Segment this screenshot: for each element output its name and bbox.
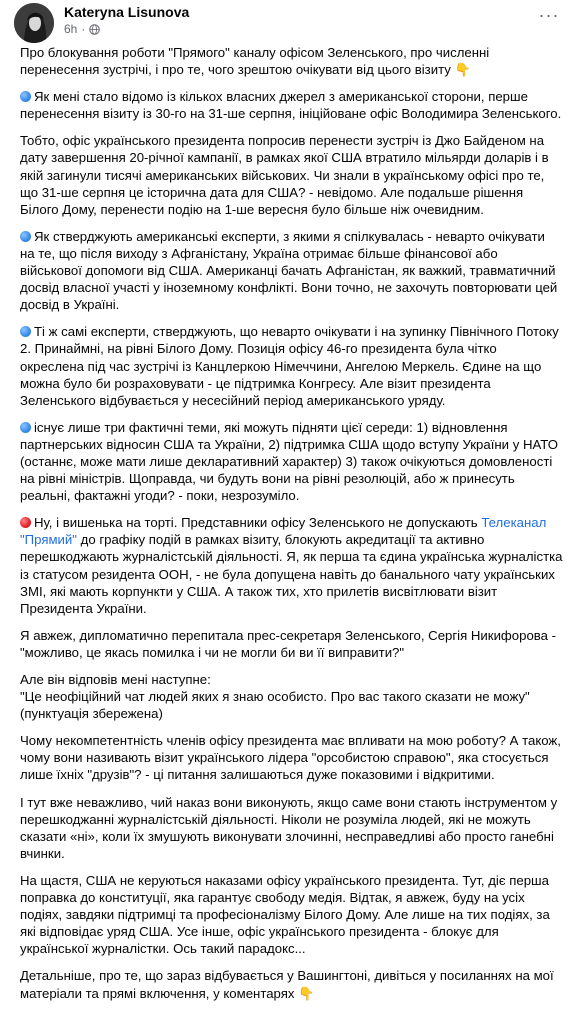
quote-note: (пунктуація збережена) [20, 706, 163, 722]
backhand-index-pointing-down-emoji-icon: 👇 [454, 62, 471, 78]
post-timestamp[interactable]: 6h [64, 22, 78, 36]
post-header [14, 0, 565, 40]
quote-text: "Це неофіційний чат людей яких я знаю особисто. Про вас такого сказати не можу" [20, 689, 530, 705]
blue-circle-emoji-icon [20, 231, 31, 242]
paragraph-intro [20, 44, 563, 78]
more-options-icon[interactable]: ··· [538, 5, 560, 25]
paragraph-text: Ті ж самі експерти, стверджують, що неварто очікувати і на зупинку Північного Потоку 2. Принаймні, на рівні Білого Дому. Позиція офісу 46-го президента була чітко окреслена під час зустрічі із Канцлеркою Німеччини, Ангелою Меркель. Єдине на що можна було би розраховувати - це підтримка Конгресу. Але візит президента Зеленського відбувається у несесійний період американського уряду. [20, 324, 559, 408]
paragraph-experts-afghanistan [20, 228, 563, 313]
blue-circle-emoji-icon [20, 326, 31, 337]
avatar-photo-icon [14, 3, 54, 43]
paragraph-accreditation-block [20, 514, 563, 617]
paragraph-text: до графіку подій в рамках візиту, блокують акредитації та активно перешкоджають журналістській діяльності. Я, як перша та єдина українська журналістка із статусом резидента ООН, - не була допущена навіть до банального чату українських ЗМІ, які мають корпункти у США. А також тих, хто прилетів висвітлювати візит Президента України. [20, 532, 563, 616]
paragraph-instrument: І тут вже неважливо, чий наказ вони виконують, якщо саме вони стають інструментом у перешкоджанні журналістській діяльності. Ніколи не розуміла людей, які не можуть сказати «ні», коли їх змушують виконувати злочинні, несправедливі або просто ганебні вчинки. [20, 794, 558, 861]
red-circle-emoji-icon [20, 517, 31, 528]
paragraph-text: Про блокування роботи "Прямого" каналу офісом Зеленського, про численні перенесення зустрічі, і про те, чого зрештою очікувати від цього візиту [20, 45, 490, 78]
post-meta: 6h · [64, 22, 100, 36]
paragraph-first-postponement [20, 88, 563, 122]
avatar[interactable] [14, 3, 54, 43]
paragraph-three-topics [20, 419, 563, 504]
paragraph-biden-date: Тобто, офіс українського президента попросив перенести зустріч із Джо Байденом на дату завершення 20-річної кампанії, в рамках якої США втратило мільярди доларів і в якій загинули тисячі американських військових. Чи знали в українському офісі про те, що 31-ше серпня це історична дата для США? - невідомо. Але подальше рішення Білого Дому, перенести подію на 1-ше вересня було більше ніж очевидним. [20, 133, 549, 217]
globe-icon[interactable] [89, 24, 100, 35]
paragraph-text: Як мені стало відомо із кількох власних джерел з американської сторони, перше перенесення візиту із 30-го на 31-ше серпня, ініційоване офіс Володимира Зеленського. [20, 89, 562, 122]
paragraph-details [20, 967, 563, 1001]
author-name[interactable]: Kateryna Lisunova [64, 4, 190, 20]
post-body [20, 44, 563, 1012]
paragraph-first-amendment: На щастя, США не керуються наказами офісу українського президента. Тут, діє перша поправка до конституції, яка гарантує свободу медія. Відтак, я авжеж, буду на усіх подіях, завдяки підтримці та професіоналізму Білого Дому. Але лише на тих подіях, за які відповідає уряд США. Усе інше, офіс українського президента - блокує для української журналістки. Ось такий парадокс... [20, 872, 550, 957]
quote-intro: Але він відповів мені наступне: [20, 672, 211, 687]
paragraph-reply-quote [20, 671, 563, 722]
blue-circle-emoji-icon [20, 422, 31, 433]
paragraph-press-secretary: Я авжеж, дипломатично перепитала прес-секретаря Зеленського, Сергія Никифорова - "можливо, це якась помилка і чи не могли би ви її виправити?" [20, 627, 557, 660]
paragraph-incompetence: Чому некомпетентність членів офісу президента має впливати на мою роботу? А також, чому вони називають візит українського лідера "орсобистою справою", яка стосується лише їхніх "друзів"? - ці питання залишаються дуже показовими і відкритими. [20, 733, 561, 783]
blue-circle-emoji-icon [20, 91, 31, 102]
paragraph-text: Ну, і вишенька на торті. Представники офісу Зеленського не допускають [34, 515, 482, 531]
backhand-index-pointing-down-emoji-icon: 👇 [298, 985, 315, 1001]
paragraph-text: існує лише три фактичні теми, які можуть підняти цієї середи: 1) відновлення партнерських відносин США та України, 2) підтримка США щодо вступу України у НАТО (останнє, може мати лише декларативний характер) 3) також очікуються домовленості на рівні міністрів. Щоправда, чи будуть вони на рівні резолюцій, або ж принесуть реальні, фактажні угоди? - поки, незрозуміло. [20, 419, 558, 504]
paragraph-text: Детальніше, про те, що зараз відбувається у Вашингтоні, дивіться у посиланнях на мої матеріали та прямі включення, у коментарях [20, 968, 554, 1001]
channel-link[interactable]: Телеканал "Прямий" [20, 515, 547, 548]
paragraph-text: Як стверджують американські експерти, з якими я спілкувалась - неварто очікувати на те, що після виходу з Афганістану, Україна отримає більше фінансової або військової допомоги від США. Американці бачать Афганістан, як важкий, травматичний досвід власної участі у іноземному конфлікті. Вони точно, не захочуть повторювати цей досвід в Україні. [20, 228, 558, 313]
paragraph-nord-stream [20, 323, 563, 408]
